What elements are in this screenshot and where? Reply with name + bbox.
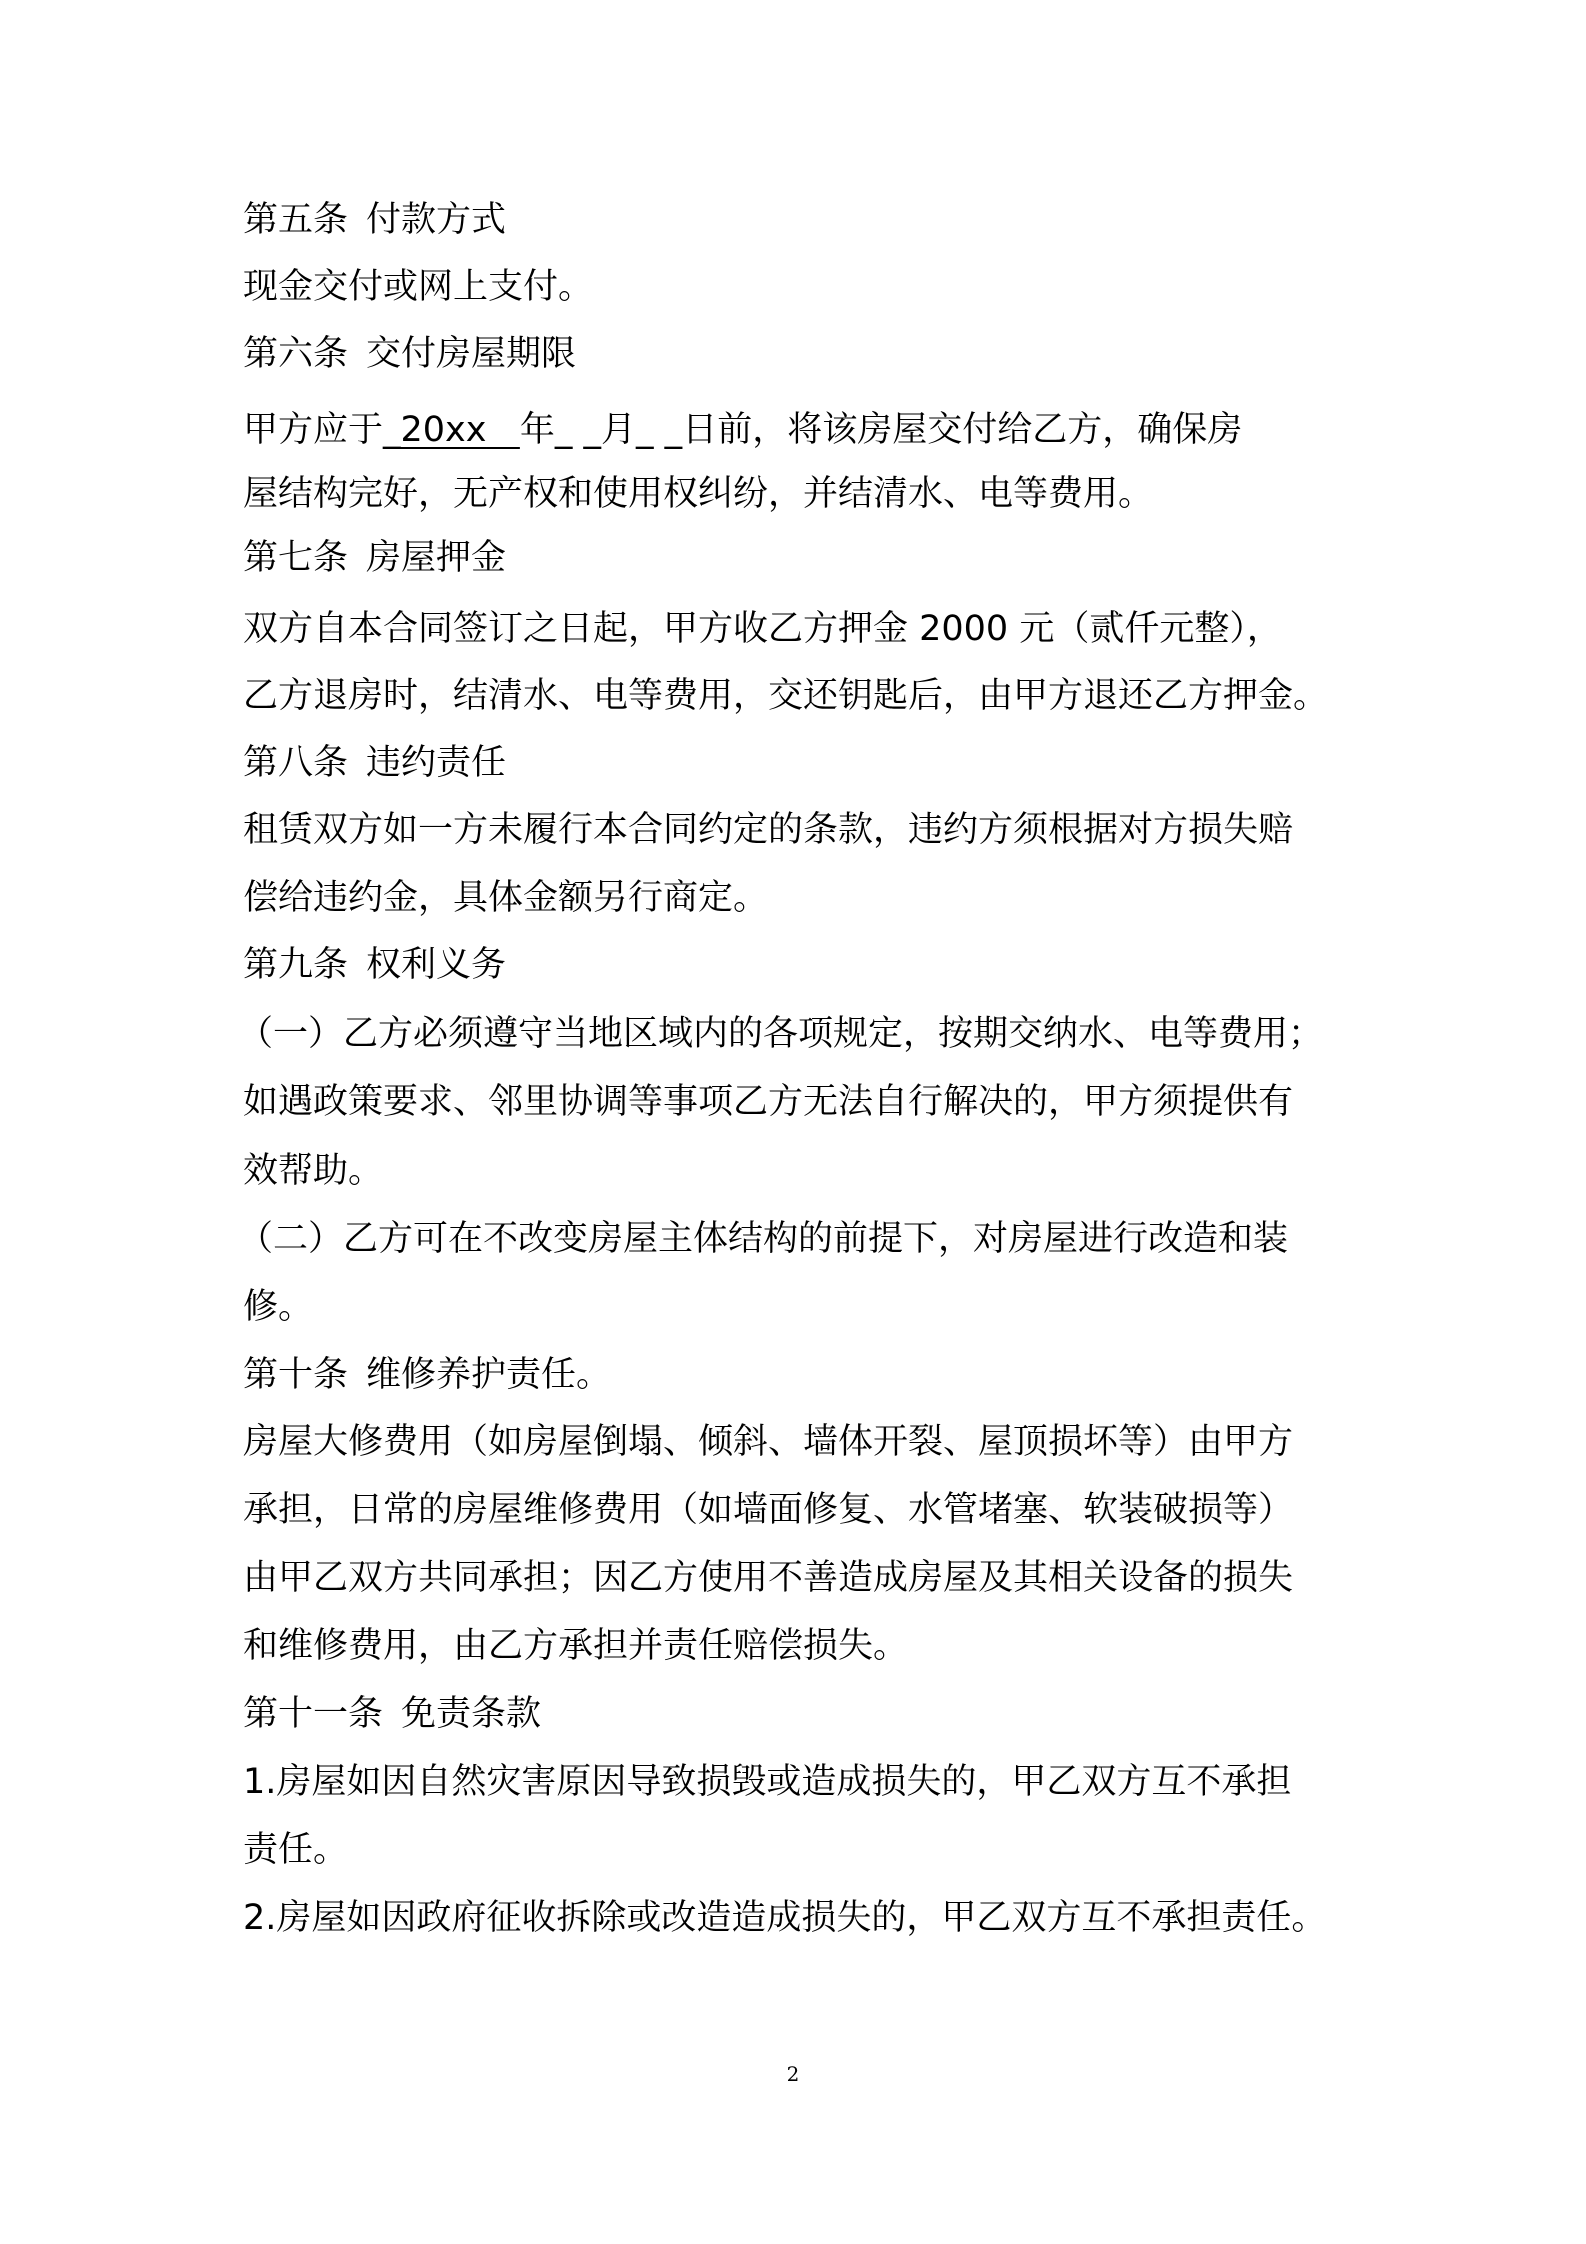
year-value: 20xx	[400, 410, 487, 450]
article-10-body-line: 和维修费用，由乙方承担并责任赔偿损失。	[243, 1626, 909, 1666]
article-9-body-line: 效帮助。	[243, 1151, 384, 1191]
article-title: 交付房屋期限	[366, 334, 577, 374]
article-number: 第八条	[243, 743, 349, 783]
article-6-body-line	[243, 408, 1242, 452]
article-9-body-line: （二）乙方可在不改变房屋主体结构的前提下，对房屋进行改造和装	[238, 1219, 1289, 1259]
month-unit: 月	[601, 410, 637, 450]
year-unit: 年	[519, 410, 555, 450]
article-title: 维修养护责任。	[366, 1355, 612, 1395]
article-8-heading	[243, 741, 506, 785]
article-8-body-line: 租赁双方如一方未履行本合同约定的条款，违约方须根据对方损失赔	[243, 810, 1294, 850]
article-number: 第十条	[243, 1355, 349, 1395]
article-number: 第六条	[243, 334, 349, 374]
article-title: 免责条款	[401, 1694, 542, 1734]
article-5-body-line: 现金交付或网上支付。	[243, 267, 594, 307]
article-number: 第十一条	[243, 1694, 384, 1734]
article-11-body-line: 责任。	[243, 1830, 349, 1870]
article-6-body-line: 屋结构完好，无产权和使用权纠纷，并结清水、电等费用。	[243, 474, 1154, 514]
article-10-body-line: 承担，日常的房屋维修费用（如墙面修复、水管堵塞、软装破损等）	[243, 1490, 1294, 1530]
text-fragment: 甲方应于	[243, 410, 384, 450]
article-9-heading	[243, 943, 506, 987]
article-9-body-line: 修。	[243, 1287, 314, 1327]
article-title: 房屋押金	[366, 538, 507, 578]
text-fragment: 日前，将该房屋交付给乙方，确保房	[682, 410, 1243, 450]
article-7-body-line: 双方自本合同签订之日起，甲方收乙方押金 2000 元（贰仟元整），	[243, 609, 1282, 649]
day-blank: _ _	[636, 410, 683, 450]
blank: _	[383, 410, 401, 450]
article-6-heading	[243, 332, 576, 376]
article-number: 第九条	[243, 945, 349, 985]
article-7-heading	[243, 536, 506, 580]
article-11-heading	[243, 1692, 541, 1736]
article-7-body-line: 乙方退房时，结清水、电等费用，交还钥匙后，由甲方退还乙方押金。	[243, 676, 1329, 716]
article-10-heading	[243, 1353, 611, 1397]
month-blank: _ _	[554, 410, 602, 450]
article-10-body-line: 由甲乙双方共同承担；因乙方使用不善造成房屋及其相关设备的损失	[243, 1558, 1294, 1598]
article-10-body-line: 房屋大修费用（如房屋倒塌、倾斜、墙体开裂、屋顶损坏等）由甲方	[243, 1422, 1294, 1462]
article-title: 权利义务	[366, 945, 507, 985]
article-number: 第五条	[243, 200, 349, 240]
page-number: 2	[786, 2062, 800, 2086]
filled-year	[401, 410, 520, 450]
article-9-body-line: 如遇政策要求、邻里协调等事项乙方无法自行解决的，甲方须提供有	[243, 1082, 1294, 1122]
article-title: 付款方式	[366, 200, 507, 240]
article-8-body-line: 偿给违约金，具体金额另行商定。	[243, 878, 769, 918]
article-9-body-line: （一）乙方必须遵守当地区域内的各项规定，按期交纳水、电等费用；	[238, 1014, 1324, 1054]
article-title: 违约责任	[366, 743, 507, 783]
article-number: 第七条	[243, 538, 349, 578]
article-5-heading	[243, 198, 506, 242]
article-11-body-line: 1.房屋如因自然灾害原因导致损毁或造成损失的，甲乙双方互不承担	[243, 1762, 1292, 1802]
article-11-body-line: 2.房屋如因政府征收拆除或改造造成损失的，甲乙双方互不承担责任。	[243, 1898, 1327, 1938]
